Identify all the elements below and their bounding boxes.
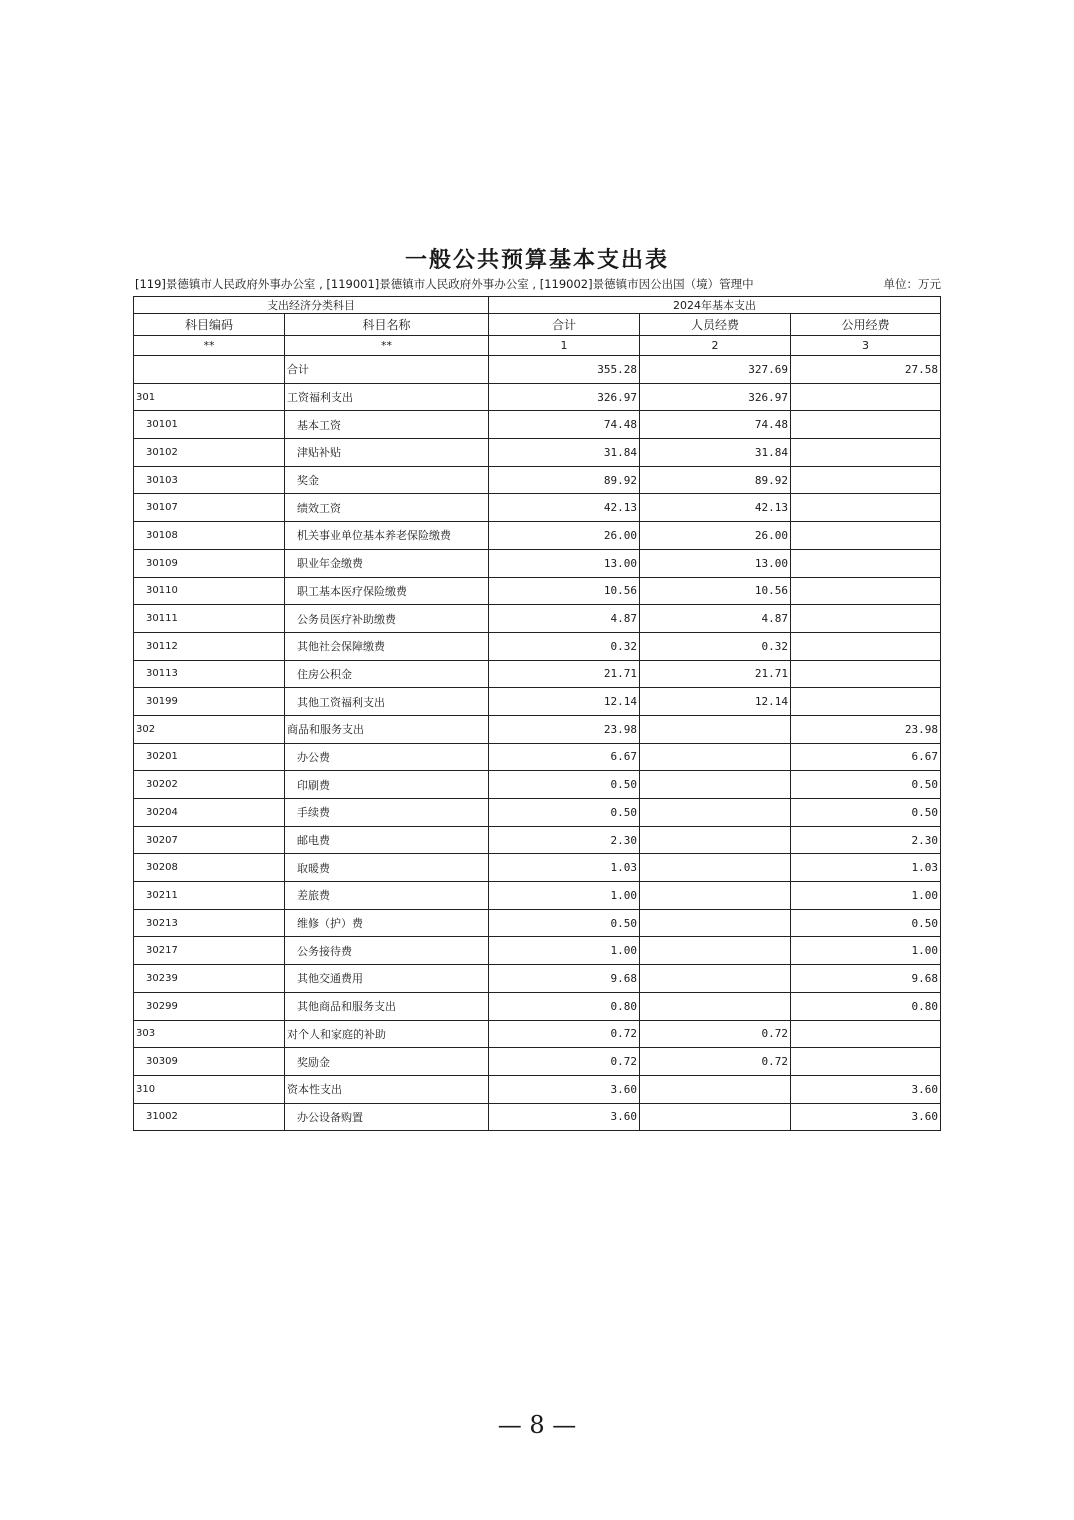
public-expense-cell	[791, 632, 941, 660]
personnel-expense-cell: 327.69	[640, 356, 791, 384]
personnel-expense-cell	[640, 909, 791, 937]
table-row	[134, 1103, 941, 1131]
public-expense-cell: 3.60	[791, 1075, 941, 1103]
subject-code-cell: 30102	[134, 439, 285, 467]
public-expense-cell	[791, 439, 941, 467]
total-cell: 3.60	[489, 1103, 640, 1131]
total-cell: 4.87	[489, 605, 640, 633]
public-expense-cell: 0.50	[791, 799, 941, 827]
personnel-expense-cell: 326.97	[640, 383, 791, 411]
subject-name-cell: 其他社会保障缴费	[285, 632, 489, 660]
total-cell: 0.50	[489, 799, 640, 827]
header-subject-code: 科目编码	[134, 314, 285, 336]
total-cell: 2.30	[489, 826, 640, 854]
table-caption	[135, 276, 941, 293]
public-expense-cell	[791, 1020, 941, 1048]
header-subject-name: 科目名称	[285, 314, 489, 336]
public-expense-cell: 0.50	[791, 909, 941, 937]
subject-code-cell: 301	[134, 383, 285, 411]
header-index-public: 3	[791, 336, 941, 356]
public-expense-cell	[791, 688, 941, 716]
personnel-expense-cell	[640, 854, 791, 882]
table-row	[134, 799, 941, 827]
personnel-expense-cell: 26.00	[640, 522, 791, 550]
subject-name-cell: 奖励金	[285, 1048, 489, 1076]
subject-name-cell: 住房公积金	[285, 660, 489, 688]
public-expense-cell: 27.58	[791, 356, 941, 384]
subject-code-cell: 30107	[134, 494, 285, 522]
public-expense-cell: 1.03	[791, 854, 941, 882]
subject-name-cell: 合计	[285, 356, 489, 384]
total-cell: 26.00	[489, 522, 640, 550]
header-personnel-expense: 人员经费	[640, 314, 791, 336]
subject-name-cell: 工资福利支出	[285, 383, 489, 411]
subject-code-cell: 30112	[134, 632, 285, 660]
personnel-expense-cell: 4.87	[640, 605, 791, 633]
public-expense-cell: 6.67	[791, 743, 941, 771]
subject-name-cell: 绩效工资	[285, 494, 489, 522]
table-row	[134, 826, 941, 854]
subject-name-cell: 手续费	[285, 799, 489, 827]
header-index-personnel: 2	[640, 336, 791, 356]
header-group-economic-classification: 支出经济分类科目	[134, 297, 489, 314]
public-expense-cell	[791, 383, 941, 411]
total-cell: 31.84	[489, 439, 640, 467]
public-expense-cell: 1.00	[791, 937, 941, 965]
total-cell: 10.56	[489, 577, 640, 605]
table-row	[134, 577, 941, 605]
page-title: 一般公共预算基本支出表	[404, 247, 669, 273]
subject-code-cell: 30101	[134, 411, 285, 439]
subject-code-cell: 302	[134, 715, 285, 743]
table-row	[134, 632, 941, 660]
public-expense-cell	[791, 549, 941, 577]
subject-code-cell: 30239	[134, 965, 285, 993]
table-row	[134, 605, 941, 633]
subject-code-cell: 30208	[134, 854, 285, 882]
table-row	[134, 383, 941, 411]
personnel-expense-cell	[640, 965, 791, 993]
table-row	[134, 688, 941, 716]
subject-name-cell: 公务接待费	[285, 937, 489, 965]
subject-code-cell: 30109	[134, 549, 285, 577]
personnel-expense-cell	[640, 715, 791, 743]
public-expense-cell: 1.00	[791, 882, 941, 910]
personnel-expense-cell: 13.00	[640, 549, 791, 577]
budget-table	[133, 296, 941, 1131]
total-cell: 1.03	[489, 854, 640, 882]
subject-code-cell: 30299	[134, 992, 285, 1020]
subject-code-cell	[134, 356, 285, 384]
personnel-expense-cell: 10.56	[640, 577, 791, 605]
total-cell: 23.98	[489, 715, 640, 743]
public-expense-cell	[791, 466, 941, 494]
subject-code-cell: 30103	[134, 466, 285, 494]
table-row	[134, 937, 941, 965]
subject-name-cell: 基本工资	[285, 411, 489, 439]
subject-code-cell: 30204	[134, 799, 285, 827]
public-expense-cell: 9.68	[791, 965, 941, 993]
total-cell: 74.48	[489, 411, 640, 439]
subject-code-cell: 30201	[134, 743, 285, 771]
table-row	[134, 660, 941, 688]
table-row	[134, 743, 941, 771]
public-expense-cell	[791, 605, 941, 633]
table-row	[134, 715, 941, 743]
personnel-expense-cell	[640, 882, 791, 910]
unit-label: 单位：万元	[883, 277, 941, 291]
personnel-expense-cell: 0.32	[640, 632, 791, 660]
personnel-expense-cell: 0.72	[640, 1048, 791, 1076]
total-cell: 0.72	[489, 1048, 640, 1076]
subject-code-cell: 30110	[134, 577, 285, 605]
personnel-expense-cell	[640, 1075, 791, 1103]
personnel-expense-cell	[640, 771, 791, 799]
public-expense-cell: 2.30	[791, 826, 941, 854]
public-expense-cell: 3.60	[791, 1103, 941, 1131]
subject-name-cell: 职工基本医疗保险缴费	[285, 577, 489, 605]
personnel-expense-cell	[640, 1103, 791, 1131]
personnel-expense-cell: 0.72	[640, 1020, 791, 1048]
personnel-expense-cell: 21.71	[640, 660, 791, 688]
header-public-expense: 公用经费	[791, 314, 941, 336]
personnel-expense-cell	[640, 992, 791, 1020]
total-cell: 3.60	[489, 1075, 640, 1103]
subject-name-cell: 差旅费	[285, 882, 489, 910]
table-row	[134, 992, 941, 1020]
public-expense-cell	[791, 411, 941, 439]
subject-code-cell: 303	[134, 1020, 285, 1048]
subject-code-cell: 30202	[134, 771, 285, 799]
public-expense-cell	[791, 577, 941, 605]
table-row	[134, 439, 941, 467]
total-cell: 9.68	[489, 965, 640, 993]
subject-name-cell: 津贴补贴	[285, 439, 489, 467]
subject-name-cell: 其他交通费用	[285, 965, 489, 993]
personnel-expense-cell	[640, 799, 791, 827]
table-row	[134, 909, 941, 937]
header-index-total: 1	[489, 336, 640, 356]
total-cell: 0.32	[489, 632, 640, 660]
header-total: 合计	[489, 314, 640, 336]
total-cell: 1.00	[489, 882, 640, 910]
table-row	[134, 494, 941, 522]
table-row	[134, 522, 941, 550]
subject-code-cell: 30199	[134, 688, 285, 716]
public-expense-cell: 0.80	[791, 992, 941, 1020]
personnel-expense-cell: 89.92	[640, 466, 791, 494]
table-row	[134, 1075, 941, 1103]
subject-code-cell: 30309	[134, 1048, 285, 1076]
header-index-name: **	[285, 336, 489, 356]
table-row	[134, 549, 941, 577]
table-row	[134, 411, 941, 439]
personnel-expense-cell	[640, 826, 791, 854]
table-row	[134, 882, 941, 910]
total-cell: 42.13	[489, 494, 640, 522]
table-row	[134, 854, 941, 882]
public-expense-cell	[791, 1048, 941, 1076]
total-cell: 0.50	[489, 771, 640, 799]
subject-code-cell: 30213	[134, 909, 285, 937]
table-row	[134, 356, 941, 384]
subject-code-cell: 30108	[134, 522, 285, 550]
table-body	[134, 356, 941, 1131]
subject-name-cell: 机关事业单位基本养老保险缴费	[285, 522, 489, 550]
total-cell: 12.14	[489, 688, 640, 716]
subject-code-cell: 30113	[134, 660, 285, 688]
subject-code-cell: 30111	[134, 605, 285, 633]
table-row	[134, 1020, 941, 1048]
total-cell: 326.97	[489, 383, 640, 411]
public-expense-cell	[791, 660, 941, 688]
subject-name-cell: 其他商品和服务支出	[285, 992, 489, 1020]
public-expense-cell: 0.50	[791, 771, 941, 799]
header-group-basic-expenditure: 2024年基本支出	[489, 297, 941, 314]
public-expense-cell: 23.98	[791, 715, 941, 743]
organization-line: [119]景德镇市人民政府外事办公室 , [119001]景德镇市人民政府外事办公室 , [119002]景德镇市因公出国（境）管理中	[135, 277, 754, 291]
subject-name-cell: 邮电费	[285, 826, 489, 854]
subject-name-cell: 对个人和家庭的补助	[285, 1020, 489, 1048]
subject-name-cell: 其他工资福利支出	[285, 688, 489, 716]
personnel-expense-cell	[640, 743, 791, 771]
subject-name-cell: 办公设备购置	[285, 1103, 489, 1131]
subject-code-cell: 30211	[134, 882, 285, 910]
subject-code-cell: 31002	[134, 1103, 285, 1131]
public-expense-cell	[791, 522, 941, 550]
personnel-expense-cell: 74.48	[640, 411, 791, 439]
header-index-code: **	[134, 336, 285, 356]
table-row	[134, 771, 941, 799]
subject-name-cell: 奖金	[285, 466, 489, 494]
total-cell: 6.67	[489, 743, 640, 771]
subject-name-cell: 商品和服务支出	[285, 715, 489, 743]
personnel-expense-cell: 12.14	[640, 688, 791, 716]
subject-code-cell: 310	[134, 1075, 285, 1103]
total-cell: 1.00	[489, 937, 640, 965]
table-header	[134, 297, 941, 356]
total-cell: 0.80	[489, 992, 640, 1020]
table-row	[134, 965, 941, 993]
public-expense-cell	[791, 494, 941, 522]
personnel-expense-cell	[640, 937, 791, 965]
total-cell: 13.00	[489, 549, 640, 577]
page-number: — 8 —	[497, 1411, 577, 1439]
subject-name-cell: 印刷费	[285, 771, 489, 799]
personnel-expense-cell: 42.13	[640, 494, 791, 522]
total-cell: 21.71	[489, 660, 640, 688]
subject-name-cell: 职业年金缴费	[285, 549, 489, 577]
total-cell: 0.50	[489, 909, 640, 937]
personnel-expense-cell: 31.84	[640, 439, 791, 467]
subject-name-cell: 资本性支出	[285, 1075, 489, 1103]
subject-name-cell: 办公费	[285, 743, 489, 771]
total-cell: 89.92	[489, 466, 640, 494]
subject-name-cell: 取暖费	[285, 854, 489, 882]
subject-name-cell: 公务员医疗补助缴费	[285, 605, 489, 633]
total-cell: 0.72	[489, 1020, 640, 1048]
subject-code-cell: 30217	[134, 937, 285, 965]
total-cell: 355.28	[489, 356, 640, 384]
subject-code-cell: 30207	[134, 826, 285, 854]
table-row	[134, 466, 941, 494]
subject-name-cell: 维修（护）费	[285, 909, 489, 937]
table-row	[134, 1048, 941, 1076]
